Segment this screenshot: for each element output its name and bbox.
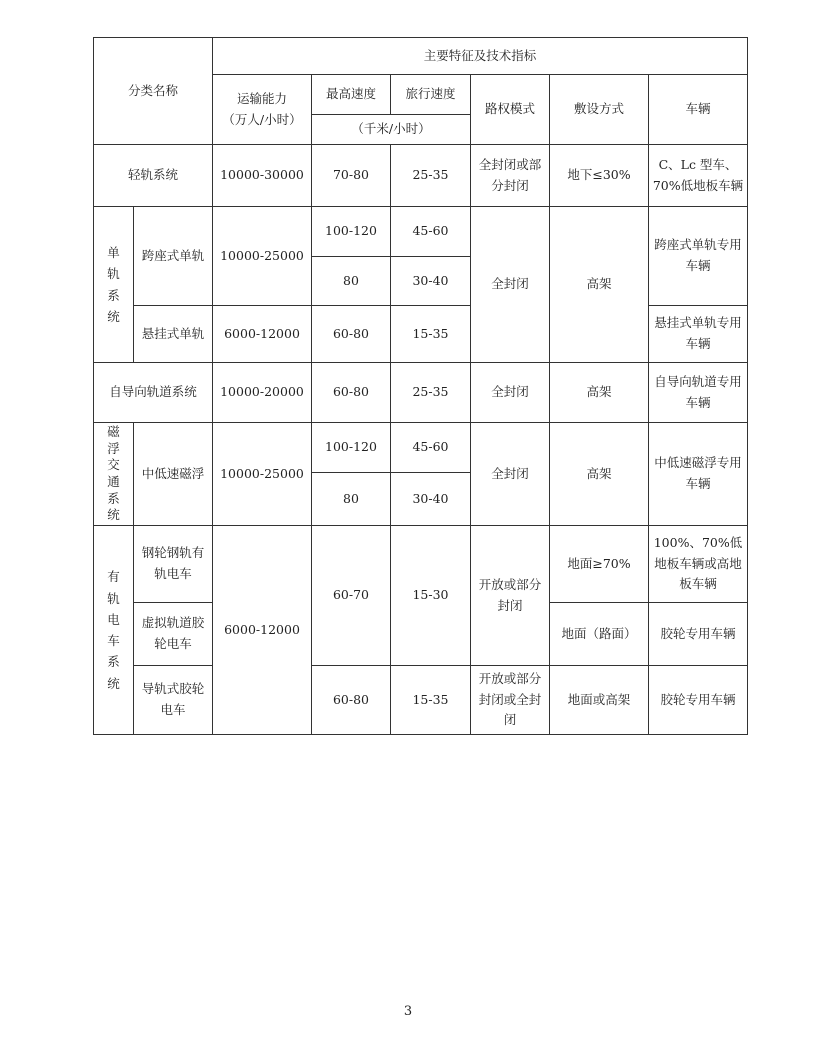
- tram-group: [94, 526, 134, 735]
- suspended-monorail-vehicle: 悬挂式单轨专用车辆: [649, 306, 748, 363]
- guided-tram-vehicle: 胶轮专用车辆: [649, 666, 748, 735]
- header-travel-speed: 旅行速度: [391, 75, 471, 115]
- maglev-max-speed-1: 100-120: [312, 423, 391, 473]
- light-rail-right-of-way: 全封闭或部分封闭: [471, 145, 550, 207]
- tram-right-of-way-a: 开放或部分封闭: [471, 526, 550, 666]
- maglev-max-speed-2: 80: [312, 473, 391, 526]
- straddle-monorail-travel-speed-1: 45-60: [391, 207, 471, 257]
- tram-capacity: 6000-12000: [213, 526, 312, 735]
- tram-group-label: 有轨电车系统: [107, 569, 120, 691]
- monorail-laying: 高架: [550, 207, 649, 363]
- agt-capacity: 10000-20000: [213, 363, 312, 423]
- virtual-tram-vehicle: 胶轮专用车辆: [649, 603, 748, 666]
- maglev-laying: 高架: [550, 423, 649, 526]
- maglev-travel-speed-1: 45-60: [391, 423, 471, 473]
- maglev-name: 中低速磁浮: [134, 423, 213, 526]
- header-category: 分类名称: [94, 38, 213, 145]
- header-capacity-unit: （万人/小时）: [222, 111, 302, 127]
- header-max-speed: 最高速度: [312, 75, 391, 115]
- maglev-right-of-way: 全封闭: [471, 423, 550, 526]
- steel-tram-vehicle: 100%、70%低地板车辆或高地板车辆: [649, 526, 748, 603]
- suspended-monorail-travel-speed: 15-35: [391, 306, 471, 363]
- guided-tram-max-speed: 60-80: [312, 666, 391, 735]
- light-rail-name: 轻轨系统: [94, 145, 213, 207]
- suspended-monorail-name: 悬挂式单轨: [134, 306, 213, 363]
- straddle-monorail-travel-speed-2: 30-40: [391, 257, 471, 306]
- steel-tram-laying: 地面≥70%: [550, 526, 649, 603]
- guided-tram-travel-speed: 15-35: [391, 666, 471, 735]
- virtual-tram-name: 虚拟轨道胶轮电车: [134, 603, 213, 666]
- tram-travel-speed-a: 15-30: [391, 526, 471, 666]
- light-rail-vehicle: C、Lc 型车、70%低地板车辆: [649, 145, 748, 207]
- maglev-group-label: 磁浮交通系统: [107, 424, 120, 523]
- maglev-travel-speed-2: 30-40: [391, 473, 471, 526]
- light-rail-laying: 地下≤30%: [550, 145, 649, 207]
- header-speed-unit: （千米/小时）: [312, 115, 471, 145]
- maglev-group: [94, 423, 134, 526]
- agt-vehicle: 自导向轨道专用车辆: [649, 363, 748, 423]
- header-laying: 敷设方式: [550, 75, 649, 145]
- suspended-monorail-capacity: 6000-12000: [213, 306, 312, 363]
- steel-tram-name: 钢轮钢轨有轨电车: [134, 526, 213, 603]
- rail-transit-classification-table: [93, 37, 748, 735]
- guided-tram-name: 导轨式胶轮电车: [134, 666, 213, 735]
- monorail-group: [94, 207, 134, 363]
- straddle-monorail-vehicle: 跨座式单轨专用车辆: [649, 207, 748, 306]
- header-capacity-label: 运输能力: [236, 90, 287, 106]
- header-vehicle: 车辆: [649, 75, 748, 145]
- agt-travel-speed: 25-35: [391, 363, 471, 423]
- monorail-right-of-way: 全封闭: [471, 207, 550, 363]
- suspended-monorail-max-speed: 60-80: [312, 306, 391, 363]
- maglev-capacity: 10000-25000: [213, 423, 312, 526]
- page-number: 3: [403, 1004, 413, 1019]
- straddle-monorail-name: 跨座式单轨: [134, 207, 213, 306]
- light-rail-travel-speed: 25-35: [391, 145, 471, 207]
- maglev-vehicle: 中低速磁浮专用车辆: [649, 423, 748, 526]
- guided-tram-laying: 地面或高架: [550, 666, 649, 735]
- agt-max-speed: 60-80: [312, 363, 391, 423]
- monorail-group-label: 单轨系统: [107, 245, 120, 324]
- straddle-monorail-max-speed-1: 100-120: [312, 207, 391, 257]
- header-capacity: [213, 75, 312, 145]
- agt-name: 自导向轨道系统: [94, 363, 213, 423]
- header-right-of-way: 路权模式: [471, 75, 550, 145]
- straddle-monorail-capacity: 10000-25000: [213, 207, 312, 306]
- virtual-tram-laying: 地面（路面）: [550, 603, 649, 666]
- agt-right-of-way: 全封闭: [471, 363, 550, 423]
- light-rail-capacity: 10000-30000: [213, 145, 312, 207]
- header-main-features: 主要特征及技术指标: [213, 38, 748, 75]
- agt-laying: 高架: [550, 363, 649, 423]
- tram-max-speed-a: 60-70: [312, 526, 391, 666]
- straddle-monorail-max-speed-2: 80: [312, 257, 391, 306]
- guided-tram-right-of-way: 开放或部分封闭或全封闭: [471, 666, 550, 735]
- light-rail-max-speed: 70-80: [312, 145, 391, 207]
